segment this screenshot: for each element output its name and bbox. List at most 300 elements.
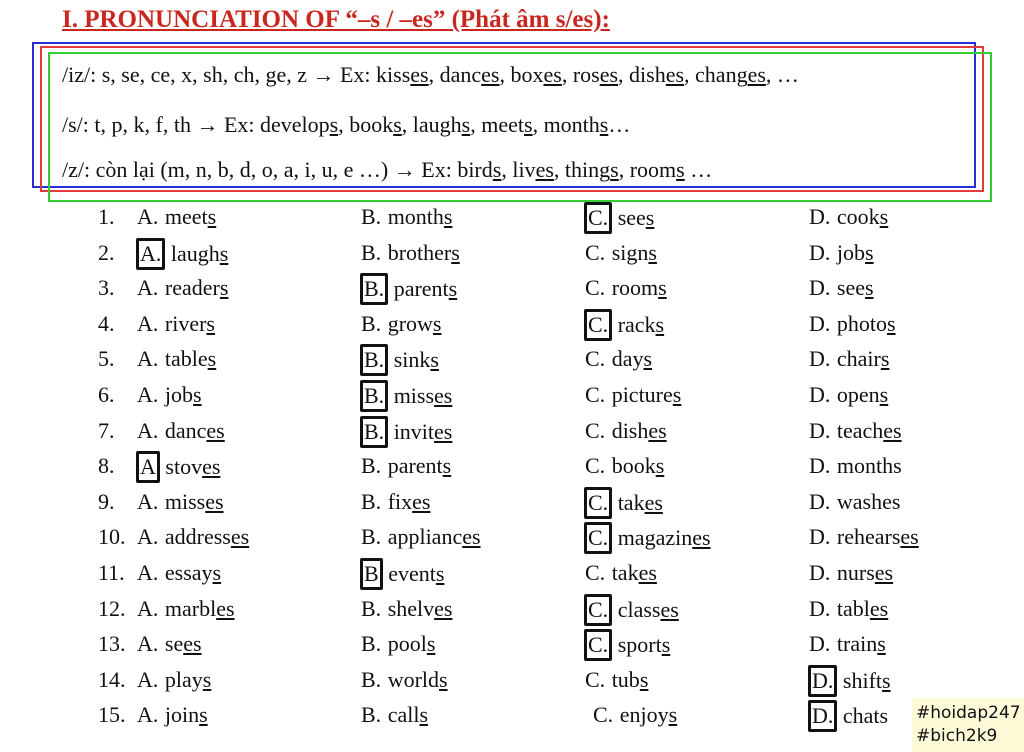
option-stem: laugh (170, 240, 220, 266)
answer-option (808, 522, 919, 552)
option-ending: s (202, 666, 212, 692)
option-stem: photo (836, 310, 888, 336)
option-ending: s (865, 239, 874, 265)
word-ending: s (492, 157, 502, 182)
option-letter: A. (137, 346, 159, 372)
selected-answer-box: C. (584, 629, 612, 661)
answer-option (584, 487, 663, 519)
word-ending: s (524, 112, 533, 137)
question-number: 13. (98, 631, 126, 657)
option-ending: es (869, 595, 889, 621)
word-ending: es (543, 62, 562, 87)
option-ending: es (202, 454, 221, 480)
option-stem: magazin (617, 525, 693, 551)
option-stem: grow (387, 310, 433, 336)
answer-option (584, 202, 654, 234)
question-number: 11. (98, 560, 125, 585)
option-ending: s (219, 275, 229, 301)
answer-option (360, 522, 481, 552)
option-ending: s (661, 632, 671, 658)
option-ending: es (434, 595, 453, 621)
option-stem: picture (611, 382, 673, 407)
question-number: 8. (98, 453, 115, 479)
option-ending: es (230, 524, 250, 550)
option-letter: D. (809, 453, 831, 479)
word-ending: s (676, 157, 685, 182)
example-word (481, 112, 532, 137)
question-number: 4. (98, 310, 115, 336)
option-letter: A. (137, 382, 159, 407)
option-stem: cook (836, 204, 880, 229)
option-stem: shift (842, 667, 883, 693)
watermark-line-1: #hoidap247 (916, 703, 1021, 723)
answer-option (808, 202, 888, 232)
word-stem: liv (512, 157, 536, 182)
option-letter: A. (137, 595, 159, 621)
word-stem: dish (629, 62, 666, 87)
option-letter: A. (137, 488, 159, 514)
option-letter: B. (361, 488, 382, 514)
answer-option (360, 273, 457, 305)
answer-option (360, 629, 435, 659)
option-stem: open (836, 382, 880, 407)
word-stem: room (629, 157, 677, 182)
question-number: 3. (98, 275, 115, 301)
option-letter: A. (137, 275, 159, 301)
word-stem: book (349, 112, 394, 137)
question-number: 7. (98, 417, 115, 443)
question-number: 14. (98, 666, 126, 692)
option-ending: s (199, 702, 208, 728)
answer-option (584, 238, 657, 268)
answer-option (808, 380, 888, 410)
word-ending: es (481, 62, 500, 87)
option-stem: river (164, 310, 207, 336)
answer-option (584, 629, 670, 661)
answer-option (136, 594, 235, 624)
option-ending: es (648, 417, 667, 443)
option-ending: s (207, 204, 217, 229)
selected-answer-box: B. (360, 380, 388, 412)
rule-separator: , (470, 112, 482, 137)
question-row (0, 700, 1024, 736)
option-letter: A. (137, 310, 159, 336)
answer-option (136, 487, 224, 517)
answer-option (136, 522, 249, 552)
option-stem: teach (836, 417, 884, 443)
question-row (0, 594, 1024, 630)
option-stem: see (836, 275, 865, 301)
option-stem: tak (617, 489, 645, 515)
rule-separator: , (499, 62, 511, 87)
answer-option (360, 202, 452, 232)
question-row (0, 273, 1024, 309)
question-number: 2. (98, 239, 115, 265)
option-letter: C. (585, 346, 606, 372)
option-stem: invit (393, 418, 435, 444)
option-ending: s (639, 666, 649, 692)
option-stem: tabl (836, 595, 870, 621)
option-stem: call (387, 702, 420, 728)
option-letter: D. (809, 595, 831, 621)
word-stem: bird (457, 157, 493, 182)
example-word (510, 62, 561, 87)
option-ending: es (883, 417, 902, 443)
option-ending: s (207, 346, 217, 372)
answer-option (136, 665, 211, 695)
option-stem: play (164, 666, 203, 692)
option-stem: stov (165, 454, 203, 480)
selected-answer-box: A. (136, 238, 165, 270)
answer-option (360, 665, 448, 695)
option-stem: enjoy (619, 702, 669, 728)
option-ending: s (432, 310, 442, 336)
question-row (0, 451, 1024, 487)
question-number: 9. (98, 488, 115, 514)
rule-z (62, 157, 712, 183)
question-row (0, 416, 1024, 452)
rule-separator: , (561, 62, 573, 87)
rule-prefix: /s/: t, p, k, f, th → Ex: (62, 112, 260, 137)
answer-option (584, 665, 648, 695)
option-ending: s (212, 560, 222, 585)
option-stem: applianc (387, 524, 463, 550)
option-ending: s (435, 561, 445, 586)
option-ending: es (874, 560, 894, 585)
answer-option (808, 416, 902, 446)
word-ending: s (599, 112, 609, 137)
option-stem: sport (617, 632, 662, 658)
option-ending: s (439, 666, 448, 692)
question-number: 12. (98, 595, 126, 621)
answer-option (136, 558, 221, 588)
option-letter: B. (361, 524, 382, 550)
option-stem: essay (164, 560, 213, 585)
option-letter: C. (593, 702, 614, 728)
selected-answer-box: C. (584, 309, 612, 341)
word-stem: laugh (412, 112, 462, 137)
word-ending: es (410, 62, 429, 87)
selected-answer-box: B. (360, 416, 388, 448)
option-ending: s (648, 239, 657, 265)
word-ending: s (610, 157, 619, 182)
option-stem: address (164, 524, 231, 550)
option-stem: shelv (387, 595, 435, 621)
option-ending: es (434, 418, 453, 444)
selected-answer-box: B. (360, 273, 388, 305)
option-ending: s (658, 275, 667, 301)
word-stem: meet (481, 112, 524, 137)
option-stem: event (388, 561, 436, 586)
answer-option (136, 380, 202, 410)
answer-option (584, 558, 657, 588)
selected-answer-box: A (136, 451, 160, 483)
answer-option (584, 522, 711, 554)
example-word (413, 112, 470, 137)
answer-option (808, 558, 893, 588)
answer-option (136, 416, 225, 446)
option-letter: D. (809, 524, 831, 550)
option-stem: chair (836, 346, 881, 372)
word-stem: develop (260, 112, 330, 137)
option-ending: s (864, 275, 874, 301)
answer-option (808, 344, 889, 374)
selected-answer-box: C. (584, 202, 612, 234)
option-stem: train (836, 631, 878, 657)
question-number: 5. (98, 346, 115, 372)
option-letter: D. (809, 417, 831, 443)
question-row (0, 344, 1024, 380)
option-letter: A. (137, 631, 159, 657)
option-stem: table (164, 346, 208, 372)
option-ending: es (412, 488, 431, 514)
option-letter: A. (137, 702, 159, 728)
option-ending: es (644, 489, 663, 515)
option-ending: s (672, 382, 682, 407)
question-number: 15. (98, 702, 126, 728)
option-ending: es (216, 595, 235, 621)
word-stem: thing (564, 157, 611, 182)
option-stem: month (387, 204, 444, 229)
question-row (0, 238, 1024, 274)
question-row (0, 629, 1024, 665)
option-stem: nurs (836, 560, 875, 585)
option-ending: es (638, 560, 657, 585)
option-stem: fix (387, 488, 413, 514)
example-word (630, 157, 685, 182)
example-word (260, 112, 338, 137)
option-stem: parent (393, 276, 449, 302)
example-word (457, 157, 501, 182)
answer-option (808, 487, 900, 517)
word-ending: s (393, 112, 402, 137)
option-ending: s (643, 346, 653, 372)
option-stem: job (836, 239, 866, 265)
example-word (512, 157, 554, 182)
rule-suffix: … (684, 157, 713, 182)
answer-option (360, 344, 439, 376)
option-stem: miss (164, 488, 206, 514)
example-word (573, 62, 618, 87)
answer-option (136, 344, 216, 374)
option-stem: washes (836, 488, 901, 514)
option-ending: es (462, 524, 481, 550)
option-stem: rack (617, 311, 656, 337)
option-stem: sink (393, 347, 431, 373)
selected-answer-box: B. (360, 344, 388, 376)
answer-option (136, 700, 208, 730)
answer-option (360, 558, 444, 590)
option-stem: join (164, 702, 200, 728)
answer-option (136, 309, 215, 339)
answer-option (808, 665, 891, 697)
option-letter: D. (809, 346, 831, 372)
answer-option (808, 309, 896, 339)
option-ending: es (660, 596, 679, 622)
word-ending: es (535, 157, 554, 182)
option-letter: A. (137, 417, 159, 443)
rule-separator: , (618, 62, 630, 87)
answer-option (808, 238, 874, 268)
question-row (0, 558, 1024, 594)
option-letter: D. (809, 239, 831, 265)
option-letter: B. (361, 453, 382, 479)
option-ending: s (879, 382, 889, 407)
option-letter: B. (361, 310, 382, 336)
answer-option (584, 451, 664, 481)
rule-separator: , (618, 157, 630, 182)
option-ending: s (426, 631, 436, 657)
option-stem: brother (387, 239, 452, 265)
option-letter: B. (361, 631, 382, 657)
answer-option (360, 594, 452, 624)
rule-separator: , (684, 62, 696, 87)
section-title: I. PRONUNCIATION OF “–s / –es” (Phát âm s/es): (62, 6, 610, 33)
question-row (0, 380, 1024, 416)
option-stem: book (611, 453, 656, 479)
option-ending: s (448, 276, 458, 302)
watermark-line-2: #bich2k9 (916, 726, 998, 746)
option-ending: s (419, 702, 429, 728)
option-ending: s (668, 702, 678, 728)
question-number: 1. (98, 204, 115, 229)
option-letter: C. (585, 239, 606, 265)
option-letter: A. (137, 204, 159, 229)
word-ending: es (599, 62, 619, 87)
option-ending: s (882, 667, 891, 693)
rule-prefix: /iz/: s, se, ce, x, sh, ch, ge, z → Ex: (62, 62, 377, 87)
answer-option (584, 594, 679, 626)
answer-option (360, 416, 452, 448)
option-stem: see (617, 205, 646, 230)
watermark-tag (912, 698, 1024, 752)
option-letter: B. (361, 204, 382, 229)
answer-option (584, 416, 667, 446)
option-letter: A. (137, 666, 159, 692)
option-letter: C. (585, 417, 606, 443)
answer-option (808, 273, 874, 303)
option-stem: tub (611, 666, 640, 692)
option-letter: A. (137, 524, 159, 550)
answer-option (360, 380, 452, 412)
example-word (376, 62, 429, 87)
answer-option (808, 451, 902, 481)
option-stem: parent (387, 453, 443, 479)
rule-suffix: … (608, 112, 631, 137)
answer-option (136, 238, 228, 270)
option-ending: s (645, 205, 655, 230)
option-stem: class (617, 596, 661, 622)
option-ending: s (193, 382, 202, 407)
option-letter: D. (809, 204, 831, 229)
option-stem: tak (611, 560, 639, 585)
answer-option (136, 451, 220, 483)
option-ending: es (434, 383, 453, 408)
option-ending: es (206, 417, 225, 443)
word-stem: ros (572, 62, 600, 87)
option-stem: marbl (164, 595, 217, 621)
option-ending: s (430, 347, 439, 373)
word-stem: month (543, 112, 600, 137)
answer-option (808, 629, 886, 659)
answer-option (808, 594, 888, 624)
option-ending: s (442, 453, 452, 479)
answer-option (136, 273, 228, 303)
option-ending: es (183, 631, 202, 657)
question-row (0, 665, 1024, 701)
option-ending: s (880, 346, 890, 372)
option-letter: C. (585, 453, 606, 479)
option-ending: s (877, 631, 886, 657)
option-letter: D. (809, 310, 831, 336)
option-letter: B. (361, 666, 382, 692)
option-letter: D. (809, 382, 831, 407)
example-word (695, 62, 766, 87)
answer-option (136, 202, 216, 232)
question-number: 10. (98, 524, 126, 550)
selected-answer-box: C. (584, 594, 612, 626)
answer-option (360, 451, 451, 481)
answer-option (584, 309, 664, 341)
answer-option (360, 487, 430, 517)
word-ending: s (461, 112, 471, 137)
option-letter: B. (361, 702, 382, 728)
rule-separator: , (501, 157, 513, 182)
option-stem: chats (842, 703, 889, 729)
rule-separator: , (532, 112, 544, 137)
example-word (544, 112, 609, 137)
option-ending: s (887, 310, 896, 336)
option-ending: s (655, 311, 665, 337)
rule-s (62, 112, 630, 138)
option-stem: meet (164, 204, 208, 229)
selected-answer-box: D. (808, 665, 837, 697)
option-stem: se (164, 631, 184, 657)
option-stem: danc (164, 417, 207, 443)
option-ending: es (692, 525, 711, 551)
option-ending: s (443, 204, 453, 229)
rule-separator: , (338, 112, 350, 137)
option-letter: B. (361, 595, 382, 621)
rule-prefix: /z/: còn lại (m, n, b, d, o, a, i, u, e …) → Ex: (62, 157, 458, 182)
answer-option (808, 700, 888, 732)
answer-option (360, 700, 428, 730)
option-letter: C. (585, 666, 606, 692)
option-stem: miss (393, 383, 435, 408)
option-letter: D. (809, 275, 831, 301)
question-row (0, 522, 1024, 558)
word-ending: es (665, 62, 685, 87)
option-letter: D. (809, 488, 831, 514)
answer-option (136, 629, 202, 659)
option-stem: job (164, 382, 194, 407)
example-word (629, 62, 684, 87)
rule-suffix: , … (765, 62, 799, 87)
option-ending: s (879, 204, 889, 229)
option-letter: D. (809, 560, 831, 585)
option-stem: room (611, 275, 659, 301)
option-stem: rehears (836, 524, 901, 550)
question-row (0, 309, 1024, 345)
rule-iz (62, 62, 799, 88)
selected-answer-box: D. (808, 700, 837, 732)
rule-separator: , (553, 157, 565, 182)
selected-answer-box: C. (584, 487, 612, 519)
option-letter: C. (585, 275, 606, 301)
word-ending: s (329, 112, 339, 137)
answer-option (584, 344, 652, 374)
answer-option (360, 309, 441, 339)
